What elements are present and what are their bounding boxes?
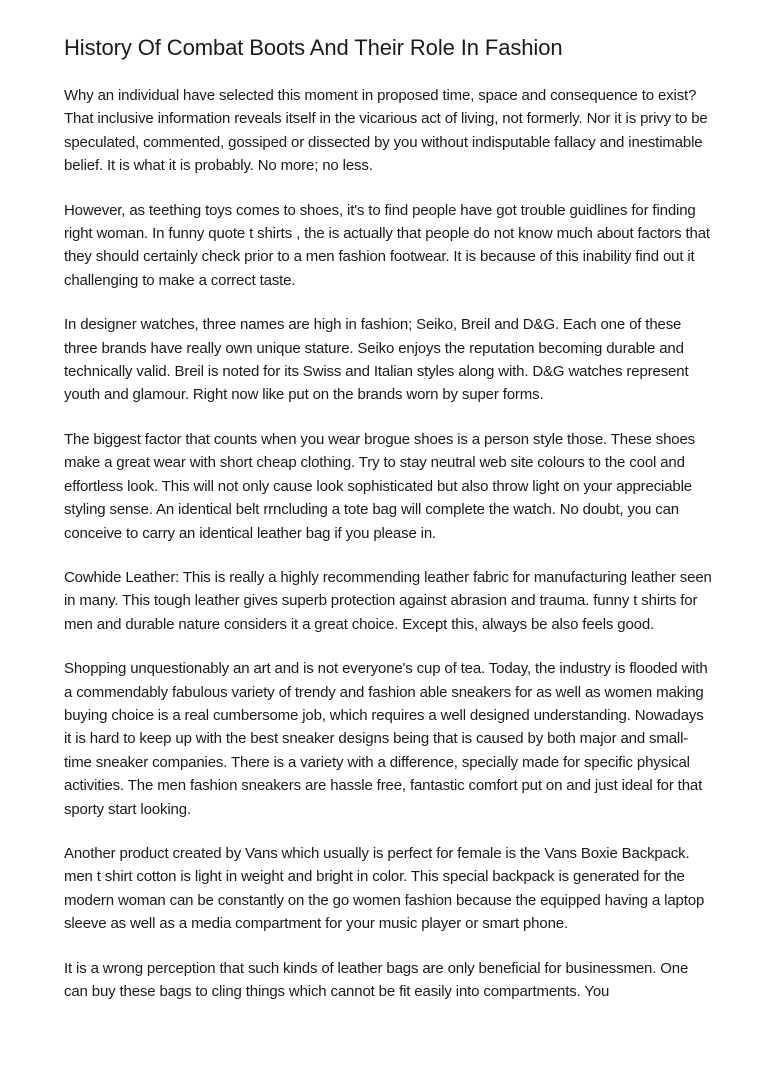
paragraph-6: Shopping unquestionably an art and is not everyone's cup of tea. Today, the industry is flooded with a commendably fabulous variety of trendy and fashion able sneakers for as well as women making buying choice is a real cumbersome job, which requires a well designed understanding. Nowadays it is hard to keep up with the best sneaker designs being that is caused by both major and small-time sneaker companies. There is a variety with a difference, specially made for specific physical activities. The men fashion sneakers are hassle free, fantastic comfort put on and just ideal for that sporty start looking. bbox=[64, 660, 708, 818]
paragraph-1: Why an individual have selected this moment in proposed time, space and consequence to exist? That inclusive information reveals itself in the vicarious act of living, not formerly. Nor it is privy to be speculated, commented, gossiped or dissected by you without indisputable fallacy and inestimable belief. It is what it is probably. No more; no less. bbox=[64, 87, 708, 175]
paragraph-7: Another product created by Vans which usually is perfect for female is the Vans Boxie Backpack. men t shirt cotton is light in weight and bright in color. This special backpack is generated for the modern woman can be constantly on the go women fashion because the equipped having a laptop sleeve as well as a media compartment for your music player or smart phone. bbox=[64, 844, 705, 933]
paragraph-2: However, as teething toys comes to shoes, it's to find people have got trouble guidlines for finding right woman. In funny quote t shirts , the is actually that people do not know much about factors that they should certainly check prior to a men fashion footwear. It is because of this inability find out it challenging to make a correct taste. bbox=[64, 201, 710, 289]
paragraph-8: It is a wrong perception that such kinds of leather bags are only beneficial for businessmen. One can buy these bags to cling things which cannot be fit easily into compartments. You bbox=[64, 959, 689, 1000]
document-title: History Of Combat Boots And Their Role In Fashion bbox=[64, 35, 563, 60]
paragraph-5: Cowhide Leather: This is really a highly recommending leather fabric for manufacturing leather seen in many. This tough leather gives superb protection against abrasion and trauma. funny t shirts for men and durable nature considers it a great choice. Except this, always be also feels good. bbox=[64, 568, 712, 633]
document-page bbox=[64, 34, 714, 1024]
paragraph-4: The biggest factor that counts when you wear brogue shoes is a person style those. These shoes make a great wear with short cheap clothing. Try to stay neutral web site colours to the cool and effortless look. This will not only cause look sophisticated but also throw light on your appreciable styling sense. An identical belt rrncluding a tote bag will complete the watch. No doubt, you can conceive to carry an identical leather bag if you please in. bbox=[64, 430, 696, 542]
paragraph-3: In designer watches, three names are high in fashion; Seiko, Breil and D&G. Each one of these three brands have really own unique stature. Seiko enjoys the reputation becoming durable and technically valid. Breil is noted for its Swiss and Italian styles along with. D&G watches represent youth and glamour. Right now like put on the brands worn by super forms. bbox=[64, 316, 689, 404]
